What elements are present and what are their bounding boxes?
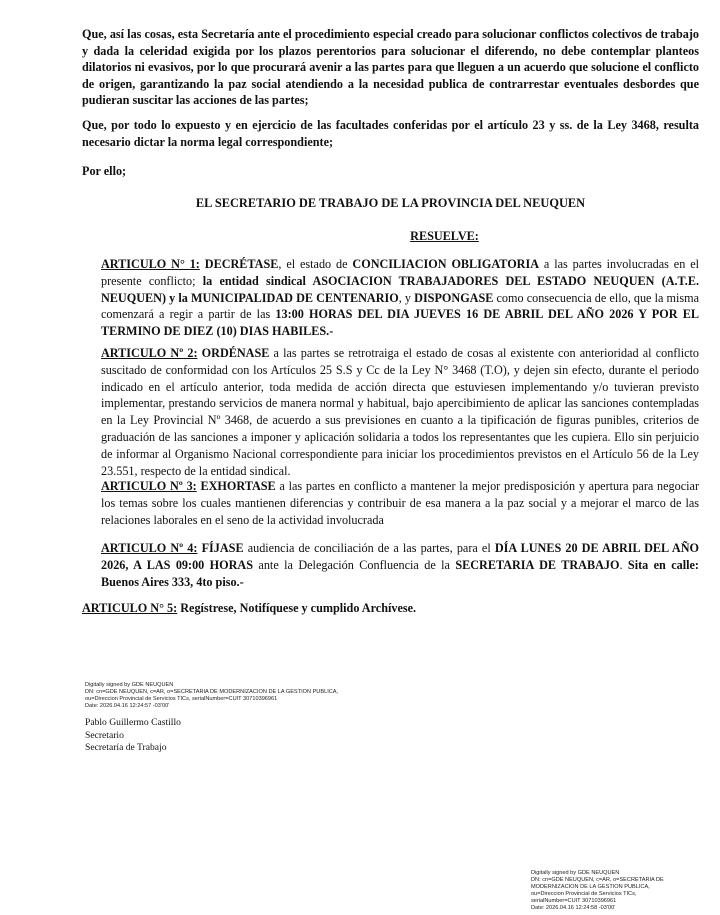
article-5 <box>82 600 702 617</box>
article-3-text: a las partes en conflicto a mantener la mejor predisposición y apertura para negociar los temas sobre los cuales mantienen diferencias y contribuir de esa manera a la paz social y a mejorar el marco de las relaciones laborales en el seno de la actividad involucrada <box>101 479 699 527</box>
article-4-label: ARTICULO Nº 4: <box>101 541 198 555</box>
article-1-parties: la entidad sindical ASOCIACION TRABAJADORES DEL ESTADO NEUQUEN (A.T.E. NEUQUEN) y la MUNICIPALIDAD DE CENTENARIO <box>101 273 699 305</box>
article-4-address: Sita en calle: Buenos Aires 333, 4to piso.- <box>101 557 699 589</box>
signature-2-line: DN: cn=GDE NEUQUEN, c=AR, o=SECRETARIA DE <box>531 877 664 884</box>
heading-resuelve: RESUELVE: <box>410 229 479 243</box>
paragraph-por-ello: Por ello; <box>82 164 127 178</box>
article-4-date: DÍA LUNES 20 DE ABRIL DEL AÑO 2026, A LAS 09:00 HORAS <box>101 541 700 572</box>
article-3-verb: EXHORTASE <box>196 479 276 493</box>
signer-name: Pablo Guillermo Castillo <box>85 717 181 728</box>
paragraph-considerando-1: Que, así las cosas, esta Secretaría ante el procedimiento especial creado para solucionar conflictos colectivos de trabajo y dada la celeridad exigida por los plazos perentorios para solucionar el diferendo, no debe contemplar planteos dilatorios ni evasivos, por lo que procurará avenir a las partes para que lleguen a un acuerdo que solucione el conflicto de origen, garantizando la paz social atendiendo a la necesidad publica de contrarrestar eventuales desbordes que pudieran suscitar las acciones de las partes; <box>82 27 699 108</box>
article-1 <box>101 256 699 340</box>
article-1-verb: DECRÉTASE <box>199 257 279 271</box>
signature-2-line: ou=Direccion Provincial de Servicios TICs, <box>531 891 637 898</box>
article-1-label: ARTICULO N° 1: <box>101 257 200 271</box>
signature-2-line: MODERNIZACION DE LA GESTION PUBLICA, <box>531 884 650 891</box>
signature-2-line: Digitally signed by GDE NEUQUEN <box>531 870 620 876</box>
article-2-text: a las partes se retrotraiga el estado de cosas al existente con anterioridad al conflicto suscitado de conformidad con los Artículos 25 S.S y Cc de la Ley N° 3468 (T.O), y dejen sin efecto, durante el periodo indicado en el artículo anterior, toda medida de acción directa que estuviesen implementando y/o tuvieran previsto implementar, prestando servicios de manera normal y habitual, bajo apercibimiento de aplicar las sanciones contempladas en la Ley Provincial Nº 3468, de acuerdo a sus previsiones en cuanto a la tipificación de figuras punibles, criterios de graduación de las sanciones a imponer y aplicación solidaria a todos los representantes que les cupiera. Ello sin perjuicio de informar al Organismo Nacional correspondiente para iniciar los procedimientos previstos en el Artículo 56 de la Ley 23.551, respecto de la entidad sindical. <box>101 346 700 478</box>
article-1-text-3: , y <box>398 290 415 305</box>
signature-1-line: Digitally signed by GDE NEUQUEN <box>85 682 174 688</box>
article-4-verb: FÍJASE <box>197 541 244 555</box>
article-5-label: ARTICULO N° 5: <box>82 601 178 615</box>
signature-1-line: ou=Direccion Provincial de Servicios TICs, serialNumber=CUIT 30710396961 <box>85 696 278 703</box>
article-2-label: ARTICULO Nº 2: <box>101 346 198 360</box>
article-5-text: Regístrese, Notifíquese y cumplido Archívese. <box>177 601 417 615</box>
article-1-conciliacion: CONCILIACION OBLIGATORIA <box>352 257 540 271</box>
article-2-verb: ORDÉNASE <box>197 346 270 360</box>
heading-secretario: EL SECRETARIO DE TRABAJO DE LA PROVINCIA DEL NEUQUEN <box>195 196 586 210</box>
article-2 <box>101 345 699 479</box>
article-1-text-2: a las partes involucradas en el presente conflicto; <box>101 257 699 288</box>
signature-2-line: Date: 2026.04.16 12:24:58 -03'00' <box>531 905 616 912</box>
paragraph-considerando-2: Que, por todo lo expuesto y en ejercicio de las facultades conferidas por el artículo 23 y ss. de la Ley 3468, resulta necesario dictar la norma legal correspondiente; <box>82 118 699 149</box>
article-1-text: , el estado de <box>278 257 353 271</box>
article-3 <box>101 478 699 528</box>
article-4 <box>101 540 699 590</box>
signer-office: Secretaría de Trabajo <box>85 742 167 754</box>
signer-role: Secretario <box>85 729 124 741</box>
article-1-dispongase: DISPONGASE <box>414 290 494 305</box>
article-4-text-2: ante la Delegación Confluencia de la <box>253 557 456 572</box>
article-4-text-3: . <box>619 557 628 572</box>
article-1-text-4: como consecuencia de ello, que la misma comenzará a regir a partir de las <box>101 290 699 322</box>
article-1-start-date: 13:00 HORAS DEL DIA JUEVES 16 DE ABRIL DEL AÑO 2026 Y POR EL TERMINO DE DIEZ (10) DIAS HABILES.- <box>101 307 699 339</box>
article-4-text: audiencia de conciliación de a las partes, para el <box>243 541 495 555</box>
signature-2-line: serialNumber=CUIT 30710396961 <box>531 898 617 905</box>
digital-signature-block-1 <box>85 682 405 710</box>
signature-1-line: Date: 2026.04.16 12:24:57 -03'00' <box>85 703 170 710</box>
signer-block <box>85 717 181 755</box>
article-4-secretaria: SECRETARIA DE TRABAJO <box>455 557 620 572</box>
article-3-label: ARTICULO Nº 3: <box>101 479 197 493</box>
digital-signature-block-2 <box>531 870 711 913</box>
signature-1-line: DN: cn=GDE NEUQUEN, c=AR, o=SECRETARIA DE MODERNIZACION DE LA GESTION PUBLICA, <box>85 689 339 696</box>
